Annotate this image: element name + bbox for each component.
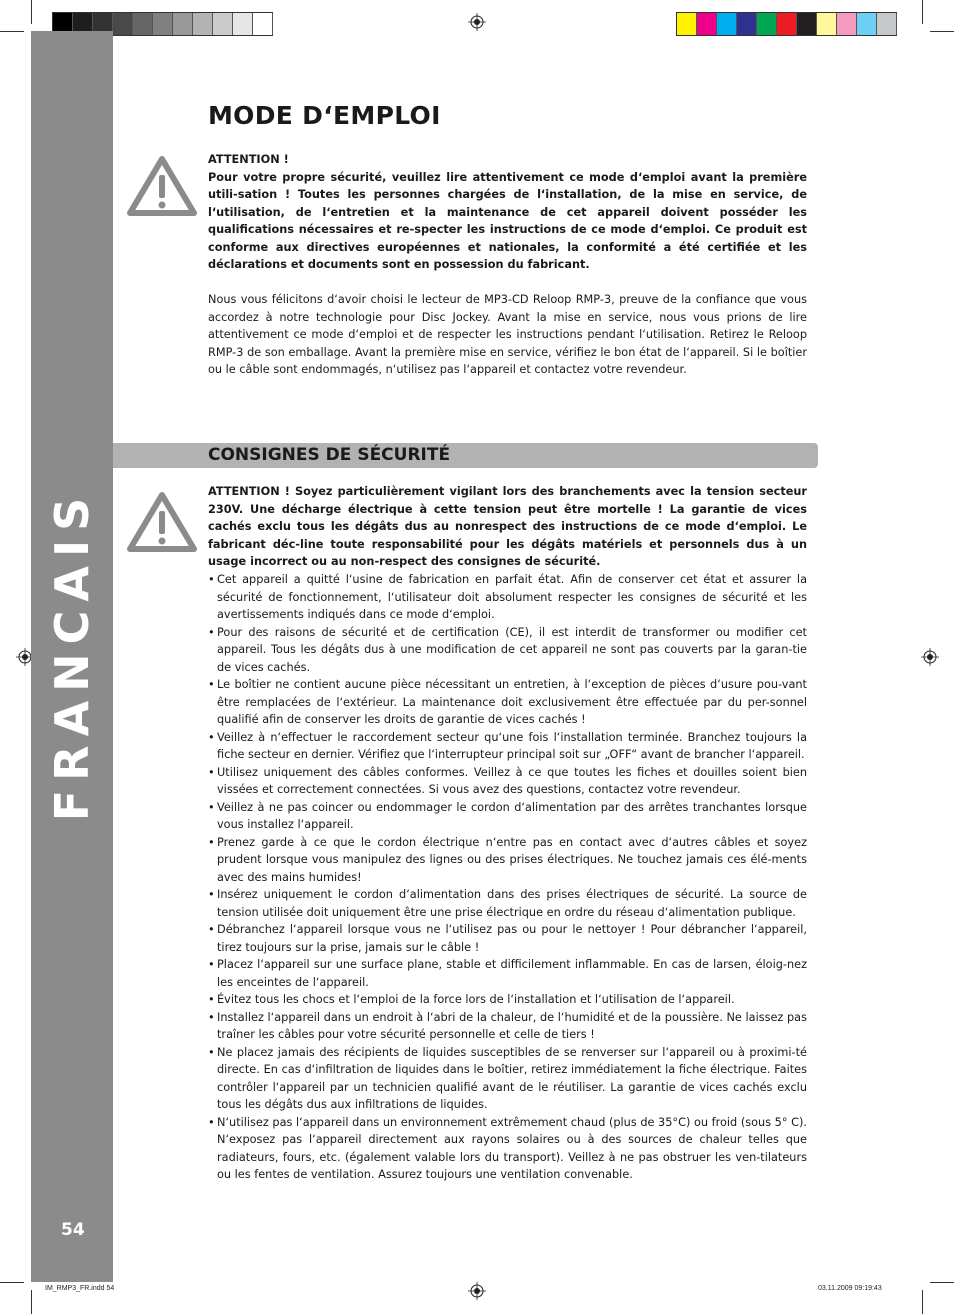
crop-mark-bottom-left-h [0,1282,24,1283]
crop-mark-top-left-v [31,0,32,24]
color-swatch-9 [837,13,857,35]
list-item [208,764,807,799]
list-item [208,1044,807,1114]
bullet-marker: • [208,923,215,936]
list-item-text: Pour des raisons de sécurité et de certification (CE), il est interdit de transformer ou modifier cet appareil. Tous les dégâts dus à une modification de cet appareil ne sont pas couverts par la garan-tie de vices cachés. [217,625,807,674]
gray-swatch-6 [153,13,173,35]
bullet-marker: • [208,888,215,901]
securite-warning-paragraph: ATTENTION ! Soyez particulièrement vigilant lors des branchements avec la tension secteur 230V. Une décharge électrique à cette tension peut être mortelle ! La garantie de vices cachés exclu tous les dégâts dus au nonrespect des instructions de ce mode d‘emploi. Le fabricant déc-line toute responsabilité pour les dégâts matériels et personnels dus à un usage incorrect ou au non-respect des consignes de sécurité. [208,485,807,568]
bullet-marker: • [208,1045,215,1059]
crop-mark-top-left-h [0,31,24,32]
warning-triangle-icon [125,489,199,555]
sidebar-language-label [31,488,113,822]
registration-mark-icon [468,1282,486,1300]
bullet-marker: • [208,1010,215,1024]
color-swatch-6 [777,13,797,35]
crop-mark-top-right-h [930,31,954,32]
bullet-marker: • [208,765,215,779]
color-swatch-4 [737,13,757,35]
bullet-marker: • [208,800,215,814]
color-swatch-3 [717,13,737,35]
list-item [208,834,807,887]
list-item-text: N‘utilisez pas l‘appareil dans un environnement extrêmement chaud (plus de 35°C) ou froid (sous 5° C). N‘exposez pas l‘appareil directement aux rayons solaires ou à des sources de chaleur telles que radiateurs, fours, etc. (également valable lors du transport). Veillez à ne pas obstruer les ven-tilateurs ou les fentes de ventilation. Assurez toujours une ventilation convenable. [217,1115,807,1181]
list-item [208,1009,807,1044]
list-item [208,886,807,921]
footer-file-name: IM_RMP3_FR.indd 54 [45,1285,115,1292]
safety-instructions-list [208,571,807,1184]
gray-swatch-5 [133,13,153,35]
language-label: FRANCAIS [45,488,99,822]
color-swatch-11 [877,13,897,35]
list-item-text: Placez l‘appareil sur une surface plane, stable et difficilement inflammable. En cas de larsen, éloig-nez les enceintes de l‘appareil. [217,958,807,989]
list-item [208,676,807,729]
list-item-text: Le boîtier ne contient aucune pièce nécessitant un entretien, à l‘exception de pièces d‘usure pou-vant être remplacées de l‘extérieur. La maintenance doit exclusivement être effectuée par du per-sonnel qualifié afin de conserver les droits de garantie de vices cachés ! [217,678,807,726]
bullet-marker: • [208,625,215,639]
list-item [208,799,807,834]
bullet-marker: • [208,678,215,691]
list-item-text: Veillez à n‘effectuer le raccordement secteur qu‘une fois l‘installation terminée. Branchez toujours la fiche secteur en dernier. Vérifiez que l‘interrupteur principal soit sur „OFF“ avant de brancher l‘appareil. [217,730,807,761]
crop-mark-bottom-right-h [930,1282,954,1283]
crop-mark-bottom-left-v [31,1290,32,1314]
bullet-marker: • [208,573,215,586]
registration-mark-icon [921,648,939,666]
list-item-text: Cet appareil a quitté l‘usine de fabrication en parfait état. Afin de conserver cet état et assurer la sécurité de fonctionnement, l‘utilisateur doit absolument respecter les consignes de sécurité et les avertissements indiqués dans ce mode d‘emploi. [217,573,807,621]
list-item-text: Installez l‘appareil dans un endroit à l‘abri de la chaleur, de l‘humidité et de la poussière. Ne laissez pas traîner les câbles pour votre sécurité personnelle et celle de tiers ! [217,1010,807,1041]
list-item [208,921,807,956]
bullet-marker: • [208,1115,215,1129]
gray-swatch-10 [233,13,253,35]
footer-timestamp: 03.11.2009 09:19:43 [818,1285,882,1292]
list-item [208,624,807,677]
intro-paragraph: Nous vous félicitons d‘avoir choisi le lecteur de MP3-CD Reloop RMP-3, preuve de la confiance que vous accordez à notre technologie pour Disc Jockey. Avant la mise en service, nous vous prions de lire attentivement ce mode d‘emploi et de respecter les instructions pendant l‘utilisation. Retirez le Reloop RMP-3 de son emballage. Avant la première mise en service, vérifiez le bon état de l‘appareil. Si le boîtier ou le câble sont endommagés, n‘utilisez pas l‘appareil et contactez votre revendeur. [208,293,807,376]
bullet-marker: • [208,993,215,1006]
mode-emploi-warning [208,151,807,274]
gray-swatch-8 [193,13,213,35]
list-item [208,1114,807,1184]
section-title-securite: CONSIGNES DE SÉCURITÉ [208,445,451,465]
crop-mark-top-right-v [922,0,923,24]
list-item [208,729,807,764]
list-item-text: Prenez garde à ce que le cordon électrique n‘entre pas en contact avec d‘autres câbles et soyez prudent lorsque vous manipulez des lignes ou des prises électriques. Ne touchez jamais ces élé-ments avec des mains humides! [217,835,807,884]
bullet-marker: • [208,958,215,971]
crop-mark-bottom-right-v [922,1290,923,1314]
list-item-text: Ne placez jamais des récipients de liquides susceptibles de se renverser sur l‘appareil ou à proximi-té directe. En cas d‘infiltration de liquides dans le boîtier, retirez immédiatement la fiche électrique. Faites contrôler l‘appareil par un technicien qualifié avant de le réutiliser. La garantie de vices cachés exclu tous les dégâts dus aux infiltrations de liquides. [217,1045,807,1111]
list-item-text: Insérez uniquement le cordon d‘alimentation dans des prises électriques de sécurité. La source de tension utilisée doit uniquement être une prise électrique en ordre du réseau d‘alimentation publique. [217,888,807,919]
page-number: 54 [61,1220,85,1240]
color-swatch-5 [757,13,777,35]
gray-swatch-7 [173,13,193,35]
warning-triangle-icon [125,153,199,219]
color-swatch-8 [817,13,837,35]
list-item-text: Évitez tous les chocs et l‘emploi de la force lors de l‘installation et l‘utilisation de l‘appareil. [217,993,735,1006]
warning-heading: ATTENTION ! [208,153,289,166]
color-swatch-2 [697,13,717,35]
warning-paragraph: Pour votre propre sécurité, veuillez lire attentivement ce mode d‘emploi avant la première utili-sation ! Toutes les personnes chargées de l‘installation, de la mise en service, de l‘utilisation, de l‘entretien et la maintenance de cet appareil doivent posséder les qualifications nécessaires et re-specter les instructions de ce mode d‘emploi. Ce produit est conforme aux directives européennes et nationales, la conformité a été certifiée et les déclarations et documents sont en possession du fabricant. [208,170,807,271]
color-swatch-7 [797,13,817,35]
list-item-text: Veillez à ne pas coincer ou endommager le cordon d‘alimentation par des arrêtes tranchantes lorsque vous installez l‘appareil. [217,800,807,831]
list-item [208,991,807,1009]
gray-swatch-9 [213,13,233,35]
bullet-marker: • [208,730,215,744]
list-item [208,571,807,624]
list-item-text: Utilisez uniquement des câbles conformes. Veillez à ce que toutes les fiches et douilles soient bien vissées et correctement connectées. Si vous avez des questions, contactez votre revendeur. [217,765,807,796]
section-title-mode-emploi: MODE D‘EMPLOI [208,101,441,130]
list-item-text: Débranchez l‘appareil lorsque vous ne l‘utilisez pas ou pour le nettoyer ! Pour débrancher l‘appareil, tirez toujours sur la prise, jamais sur le câble ! [217,923,807,954]
list-item [208,956,807,991]
gray-swatch-4 [113,13,133,35]
color-swatch-10 [857,13,877,35]
gray-swatch-11 [253,13,273,35]
color-swatch-1 [677,13,697,35]
process-color-bar [676,12,897,36]
registration-mark-icon [468,13,486,31]
bullet-marker: • [208,835,215,849]
